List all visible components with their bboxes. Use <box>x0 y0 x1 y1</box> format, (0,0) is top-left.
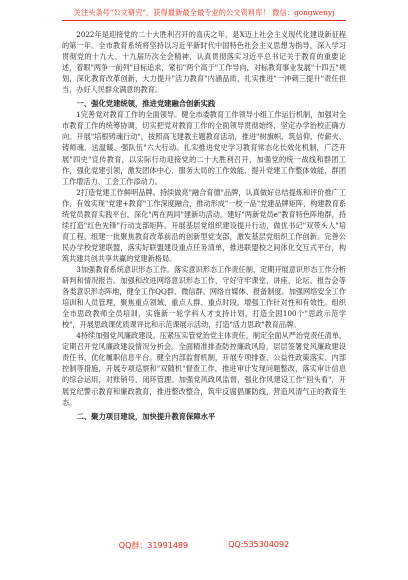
document-body <box>62 29 346 422</box>
header-banner: 关注头条号"公文研究"，获得最新最全最专业的公文资料库！ 微信：gongwenyj <box>73 8 335 17</box>
section-heading: 一、强化党建统领，推进党建融合创新实践 <box>76 99 216 109</box>
body-paragraph: 2打造党建工作鲜明品牌。持续做亮"融合育德"品牌，认真做好总结提炼和评价推广工作，有效实现"党建+教育"工作深度融合，推动形成"一校一品"党建品牌矩阵，构建教育系统党员教育实践平台。深化"两在两同"建新功活动，建好"两新党员e"教育特色阵地群，持续打造"红色先锋"行动支部矩阵。开展基层党组织建设提升行动，做优书记"双带头人"培育工程，组建一批聚焦教育改革前沿的创新型党支部，激发基层党组织工作创新。完善公民办学校党建联盟，落实好联盟建设重点任务清单，推进联盟校之间体化交互式平台，构筑共建共创共享共赢的党建新格局。 <box>62 187 346 263</box>
body-paragraph: 1完善党对教育工作的全面领导。健全市委教育工作领导小组工作运行机制，加强对全市教育工作的统筹协调，切实把党对教育工作的全面领导贯彻始终，坚定办学治校正确方向。开展"培根铸魂行动"，按照高飞建教主题教育活动，推进"树旗帜、筑信仰、传薪火、铸师魂、送温暖、强队伍"六大行动。扎实推进党史学习教育常态化长效化机制，广泛开展"四史"宣传教育，以实际行动迎接党的二十大胜利召开，加强党的统一战线和群团工作，强化党建引领，激发团体中心、服务大局的工作效能，提升党建工作整体效能，群团工作增活力、工会工作添动力。 <box>62 110 346 186</box>
body-paragraph: 4持续加强党风廉政建设。压紧压实管党治党主体责任，制定全面从严治党责任清单，定期召开党风廉政建设情况分析会。全面精准排查防控廉政风险，层层签署党风廉政建设责任书，优化履职信息平台。健全内部监督机制，开展专项排查、公益性政策落实、内部控制等措施，开展专项巡察和"双随机"督查工作，推进审计发现问题整改，落实审计信息的综合运用，对账销号、闭环管理。加强党风政风监督，强化作风建设工作"回头看"，开展党纪警示教育和廉政教育，推进整改整合，筑牢反腐倡廉防线，营造风清气正的教育生态。 <box>62 331 346 407</box>
intro-paragraph: 2022年是迎接党的二十大胜利召开的喜庆之年，是Ⅹ迈上社会主义现代化建设新征程的第一年。全市教育系统将坚持以习近平新时代中国特色社会主义思想为指导，深入学习贯彻党的十九大、十九届历次全会精神，认真贯彻落实习近平总书记关于教育的重要论述，着眼"两争一前列"目标追求，紧扣"两个高于"工作导向，对标教育事业发展"十四五"规划，深化教育改革创新，大力提升"活力教育"内涵品质，扎实推进"一冲刺三提升"责任担当，办好人民群众满意的教育。 <box>62 30 346 95</box>
qq-contact-label: QQ:535304092 <box>228 540 290 549</box>
section-heading: 二、聚力项目建设，加快提升教育保障水平 <box>76 411 216 421</box>
header-rule <box>62 20 346 21</box>
body-paragraph: 3加强教育系统意识形态工作。落实意识形态工作责任制，定期开展意识形态工作分析研判和情况报告。加强和改进网络意识形态工作，守好守牢课堂、讲座、论坛、报告会等各类意识形态阵地，健全工作QQ群、微信群、网络自媒体、报备制度。加强网络安全工作培训和人员管理，聚焦重点领域、重点人群、重点时段，增强工作针对性和有效性。组织全市思政教师全员培训，实施新一轮学科人才支持计划，打造全国100个"思政示范学校"，开展思政课优质课评比和示范课展示活动，打造"活力思政"教育品牌。 <box>62 264 346 330</box>
qq-group-label: QQ群：31991489 <box>118 541 189 550</box>
page-footer <box>62 540 346 551</box>
